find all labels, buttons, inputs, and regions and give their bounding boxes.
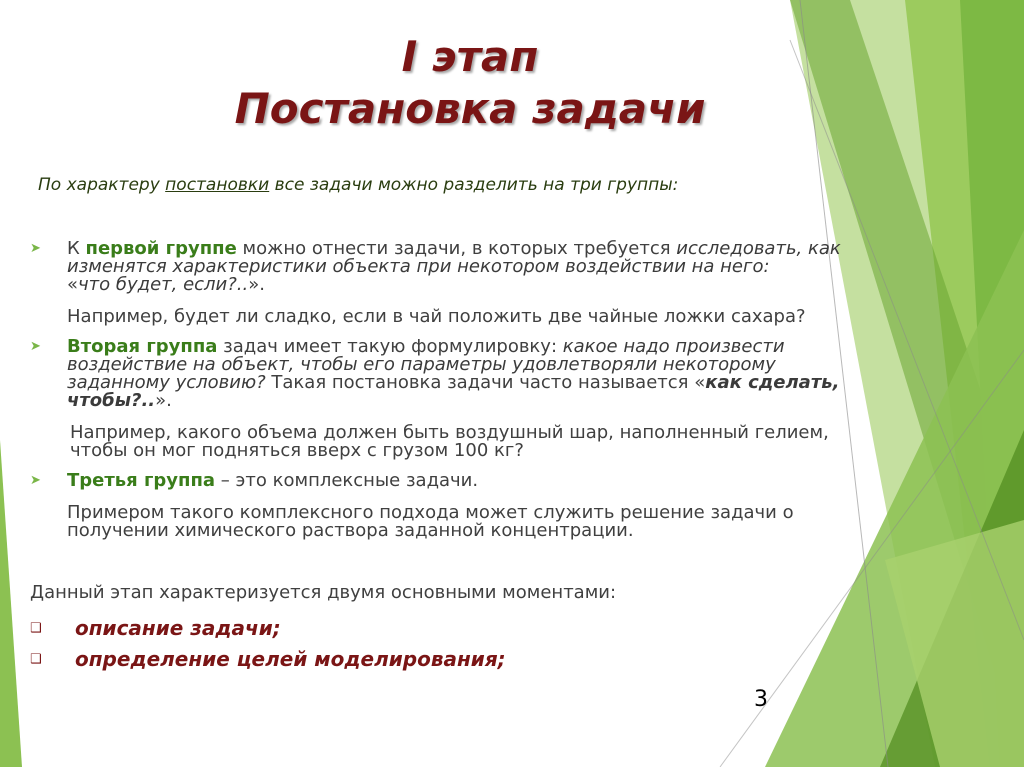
group3-example-line1: Примером такого комплексного подхода может служить решение задачи о	[67, 502, 794, 523]
intro-underlined: постановки	[165, 175, 270, 195]
group2-italic: какое надо произвести	[562, 336, 785, 357]
group1-quote-open: «	[67, 274, 79, 295]
intro-text	[38, 176, 678, 194]
group2-mid: задач имеет такую формулировку:	[217, 336, 563, 357]
group2-condition: заданному условию?	[67, 372, 266, 393]
group1-mid: можно отнести задачи, в которых требуется	[236, 238, 677, 259]
group2-line4	[67, 392, 172, 410]
slide-title-main: Постановка задачи	[234, 84, 706, 133]
summary-text: Данный этап характеризуется двумя основными моментами:	[30, 582, 617, 603]
group3-post: – это комплексные задачи.	[215, 470, 479, 491]
intro-part2: все задачи можно разделить на три группы:	[269, 175, 679, 195]
group1-pre: К	[67, 238, 86, 259]
group2-quote-close: ».	[155, 390, 172, 411]
group1-italic: исследовать, как	[676, 238, 841, 259]
arrow-bullet-icon: ➤	[30, 339, 41, 354]
group1-example: Например, будет ли сладко, если в чай положить две чайные ложки сахара?	[67, 306, 806, 327]
page-number: 3	[754, 687, 768, 712]
square-bullet-icon: ❑	[30, 652, 42, 667]
slide-title-stage: I этап	[401, 32, 539, 81]
group1-quote-close: ».	[248, 274, 265, 295]
group1-label: первой группе	[85, 238, 237, 259]
arrow-bullet-icon: ➤	[30, 473, 41, 488]
intro-part1: По характеру	[38, 175, 166, 195]
group1-line3	[67, 276, 265, 294]
group2-example-line2: чтобы он мог подняться вверх с грузом 100 кг?	[70, 440, 524, 461]
deco-left-stripe	[0, 440, 22, 767]
group2-label: Вторая группа	[67, 336, 218, 357]
moment-2: определение целей моделирования;	[75, 647, 506, 671]
group1-question: что будет, если?..	[78, 274, 249, 295]
group2-line2: воздействие на объект, чтобы его параметры удовлетворяли некоторому	[67, 354, 776, 375]
group2-mid2: Такая постановка задачи часто называется «	[265, 372, 706, 393]
group3-example-line2: получении химического раствора заданной концентрации.	[67, 520, 634, 541]
group2-example-line1: Например, какого объема должен быть воздушный шар, наполненный гелием,	[70, 422, 829, 443]
group1-line2: изменятся характеристики объекта при некотором воздействии на него:	[67, 256, 770, 277]
group3-label: Третья группа	[67, 470, 216, 491]
group2-bold-italic: как сделать,	[705, 372, 840, 393]
square-bullet-icon: ❑	[30, 621, 42, 636]
group2-bold-italic2: чтобы?..	[67, 390, 156, 411]
group3-line1	[67, 472, 478, 490]
moment-1: описание задачи;	[75, 616, 281, 640]
group2-line3	[67, 374, 839, 392]
arrow-bullet-icon: ➤	[30, 241, 41, 256]
